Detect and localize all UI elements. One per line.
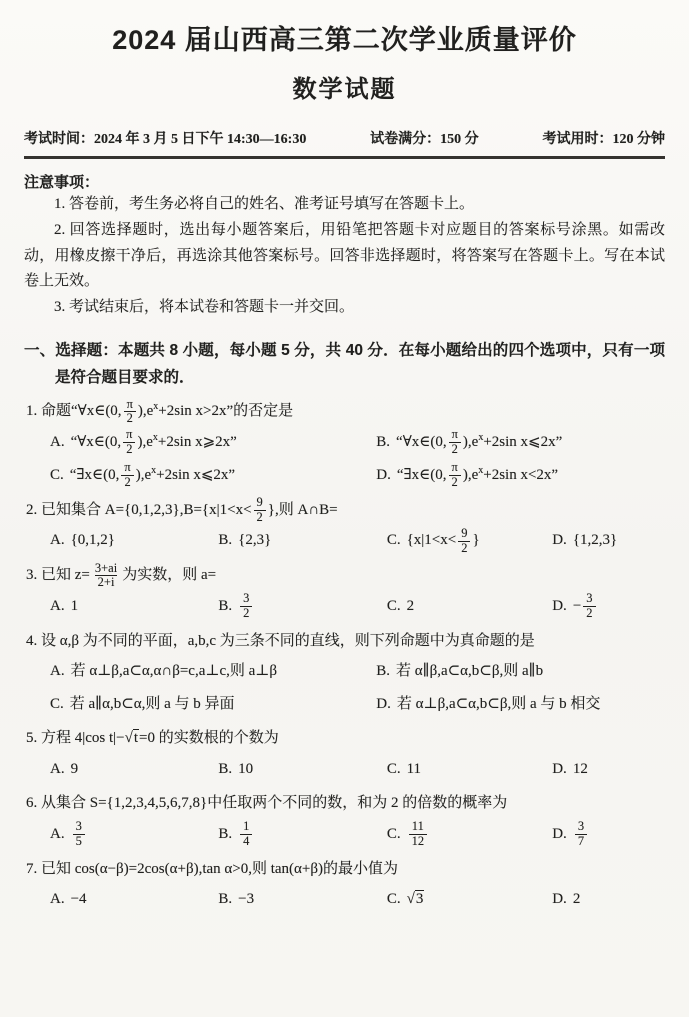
fraction: $\frac{3}{2}$ (240, 592, 252, 621)
option-D: D. 2 (552, 891, 581, 908)
option-D: D. 若 α⊥β,a⊂α,b⊂β,则 a 与 b 相交 (376, 695, 601, 712)
option-C (387, 885, 552, 914)
option-C: C. “∃x∈(0, $\frac{\pi}{2}$ )$,e^x+2\sin$ x⩽2x” (50, 460, 236, 489)
exam-duration: 考试用时：120 分钟 (542, 132, 665, 147)
question-stem: 3. 已知 z= $\frac{3+ai}{2+i}$ 为实数，则 a= (26, 560, 217, 590)
option-A: A. {0,1,2} (50, 532, 115, 549)
option-label: D. (552, 532, 567, 549)
option-label: C. (386, 760, 401, 777)
option-label: B. (218, 598, 233, 615)
option-label: C. (386, 532, 401, 549)
option-label: C. (386, 825, 401, 842)
option-label: D. (376, 466, 391, 483)
divider-line (24, 156, 665, 159)
option-label: B. (218, 825, 233, 842)
fraction: $\frac{9}{2}$ (458, 527, 470, 556)
options-row (50, 657, 665, 718)
options-row (50, 428, 665, 490)
notice-item-2: 2. 回答选择题时，选出每小题答案后，用铅笔把答题卡对应题目的答案标号涂黑。如需改动，用橡皮擦干净后，再选涂其他答案标号。回答非选择题时，将答案写在答题卡上。写在本试卷上无效。 (24, 221, 665, 290)
option-B: B. −3 (218, 891, 255, 908)
option-label: D. (552, 760, 567, 777)
fraction: $\frac{\pi}{2}$ (449, 428, 461, 457)
option-A: A. 若 α⊥β,a⊂α,α∩β=c,a⊥c,则 a⊥β (50, 663, 278, 680)
question-stem: 5. 方程 4|cos t|−√t=0 的实数根的个数为 (26, 730, 279, 747)
question-2 (24, 496, 665, 556)
option-C: C. 若 a∥α,b⊂α,则 a 与 b 异面 (50, 695, 235, 712)
option-B (218, 820, 386, 849)
section-heading: 一、选择题：本题共 8 小题，每小题 5 分，共 40 分．在每小题给出的四个选项中，只有一项是符合题目要求的． (24, 341, 665, 387)
fraction: $\frac{\pi}{2}$ (121, 461, 133, 490)
option-D: D. − $\frac{3}{2}$ (552, 592, 665, 621)
superscript: x (478, 432, 484, 444)
option-label: C. (50, 466, 64, 483)
fraction: $\frac{1}{4}$ (240, 820, 252, 849)
options-row (50, 820, 665, 849)
option-label: A. (50, 760, 65, 777)
option-C: C. 11 (386, 760, 422, 777)
question-stem: 6. 从集合 S={1,2,3,4,5,6,7,8}中任取两个不同的数，和为 2 的倍数的概率为 (26, 795, 508, 812)
question-5 (24, 724, 665, 783)
option-label: A. (50, 532, 65, 549)
notice-heading: 注意事项： (24, 174, 100, 191)
fraction: $\frac{3}{5}$ (73, 820, 85, 849)
fraction: $\frac{3}{2}$ (583, 592, 595, 621)
superscript: x (152, 432, 158, 444)
option-label: B. (218, 891, 233, 908)
question-7 (24, 855, 665, 914)
option-label: D. (552, 891, 567, 908)
question-stem: 4. 设 α,β 为不同的平面，a,b,c 为三条不同的直线，则下列命题中为真命题的是 (26, 632, 535, 649)
option-D: D. “∃x∈(0, $\frac{\pi}{2}$ )$,e^x+2\sin$ x<2x” (376, 460, 559, 489)
question-stem: 7. 已知 cos(α−β)=2cos(α+β),tan α>0,则 tan(α+β)的最小值为 (26, 860, 398, 877)
option-C (387, 820, 552, 849)
option-B: B. “∀x∈(0, $\frac{\pi}{2}$ )$,e^x+2\sin$ x⩽2x” (376, 427, 563, 457)
option-A: A. −4 (50, 891, 87, 908)
exam-info-row (24, 128, 665, 148)
option-D (552, 820, 665, 849)
option-label: C. (386, 891, 401, 908)
option-A: A. “∀x∈(0, $\frac{\pi}{2}$ )$,e^x+2\sin$ x⩾2x” (50, 427, 237, 457)
fraction: $\frac{3+ai}{2+i}$ (94, 560, 118, 590)
option-label: B. (376, 663, 391, 680)
options-row (50, 592, 665, 621)
options-row (50, 755, 665, 784)
fraction: $\frac{11}{12}$ (409, 820, 428, 849)
question-4 (24, 627, 665, 719)
option-label: C. (386, 598, 401, 615)
exam-title: 2024 届山西高三第二次学业质量评价 (112, 25, 577, 55)
option-A (50, 820, 218, 849)
notice-item-1: 1. 答卷前，考生务必将自己的姓名、准考证号填写在答题卡上。 (54, 196, 475, 212)
option-label: B. (218, 532, 233, 549)
option-D: D. {1,2,3} (552, 532, 618, 549)
option-B: B. 10 (218, 760, 254, 777)
option-C: C. 2 (386, 598, 415, 615)
question-3 (24, 561, 665, 621)
superscript: x (153, 401, 159, 413)
sqrt-radical: √3 (406, 891, 424, 908)
option-label: B. (218, 760, 233, 777)
questions (24, 397, 665, 914)
options-row (50, 885, 665, 914)
question-6 (24, 789, 665, 848)
option-label: C. (50, 695, 64, 712)
superscript: x (151, 464, 157, 476)
fraction: $\frac{\pi}{2}$ (124, 398, 136, 427)
option-label: B. (376, 434, 391, 451)
notice-item-3: 3. 考试结束后，将本试卷和答题卡一并交回。 (54, 299, 355, 316)
option-label: D. (552, 598, 567, 615)
superscript: x (478, 464, 484, 476)
question-1 (24, 397, 665, 489)
fraction: $\frac{\pi}{2}$ (449, 461, 461, 490)
option-C: C. {x|1<x< $\frac{9}{2}$ } (386, 525, 480, 555)
option-label: A. (50, 663, 65, 680)
option-label: A. (50, 825, 65, 842)
exam-time: 考试时间：2024 年 3 月 5 日下午 14:30—16:30 (24, 132, 307, 147)
fraction: $\frac{\pi}{2}$ (123, 428, 135, 457)
question-stem: 2. 已知集合 A={0,1,2,3},B={x|1<x< $\frac{9}{2}$ },则 A∩B= (26, 494, 338, 524)
option-label: A. (50, 434, 65, 451)
option-B: B. 若 α∥β,a⊂α,b⊂β,则 a∥b (376, 663, 544, 680)
option-D: D. 12 (552, 760, 588, 777)
option-A: A. 1 (50, 598, 79, 615)
option-B: B. {2,3} (218, 532, 272, 549)
exam-total-score: 试卷满分：150 分 (370, 132, 479, 147)
option-label: A. (50, 891, 65, 908)
question-stem: 1. 命题“∀x∈(0, $\frac{\pi}{2}$ )$,e^x+2\sin$ x>2x”的否定是 (26, 396, 294, 426)
exam-subtitle: 数学试题 (292, 76, 397, 103)
fraction: $\frac{3}{7}$ (575, 820, 587, 849)
option-A: A. 9 (50, 760, 79, 777)
option-B (218, 592, 386, 621)
fraction: $\frac{9}{2}$ (254, 496, 266, 525)
option-label: D. (376, 695, 391, 712)
option-label: D. (552, 825, 567, 842)
options-row (50, 526, 665, 555)
option-label: A. (50, 598, 65, 615)
sqrt-radical: √t (124, 730, 139, 747)
